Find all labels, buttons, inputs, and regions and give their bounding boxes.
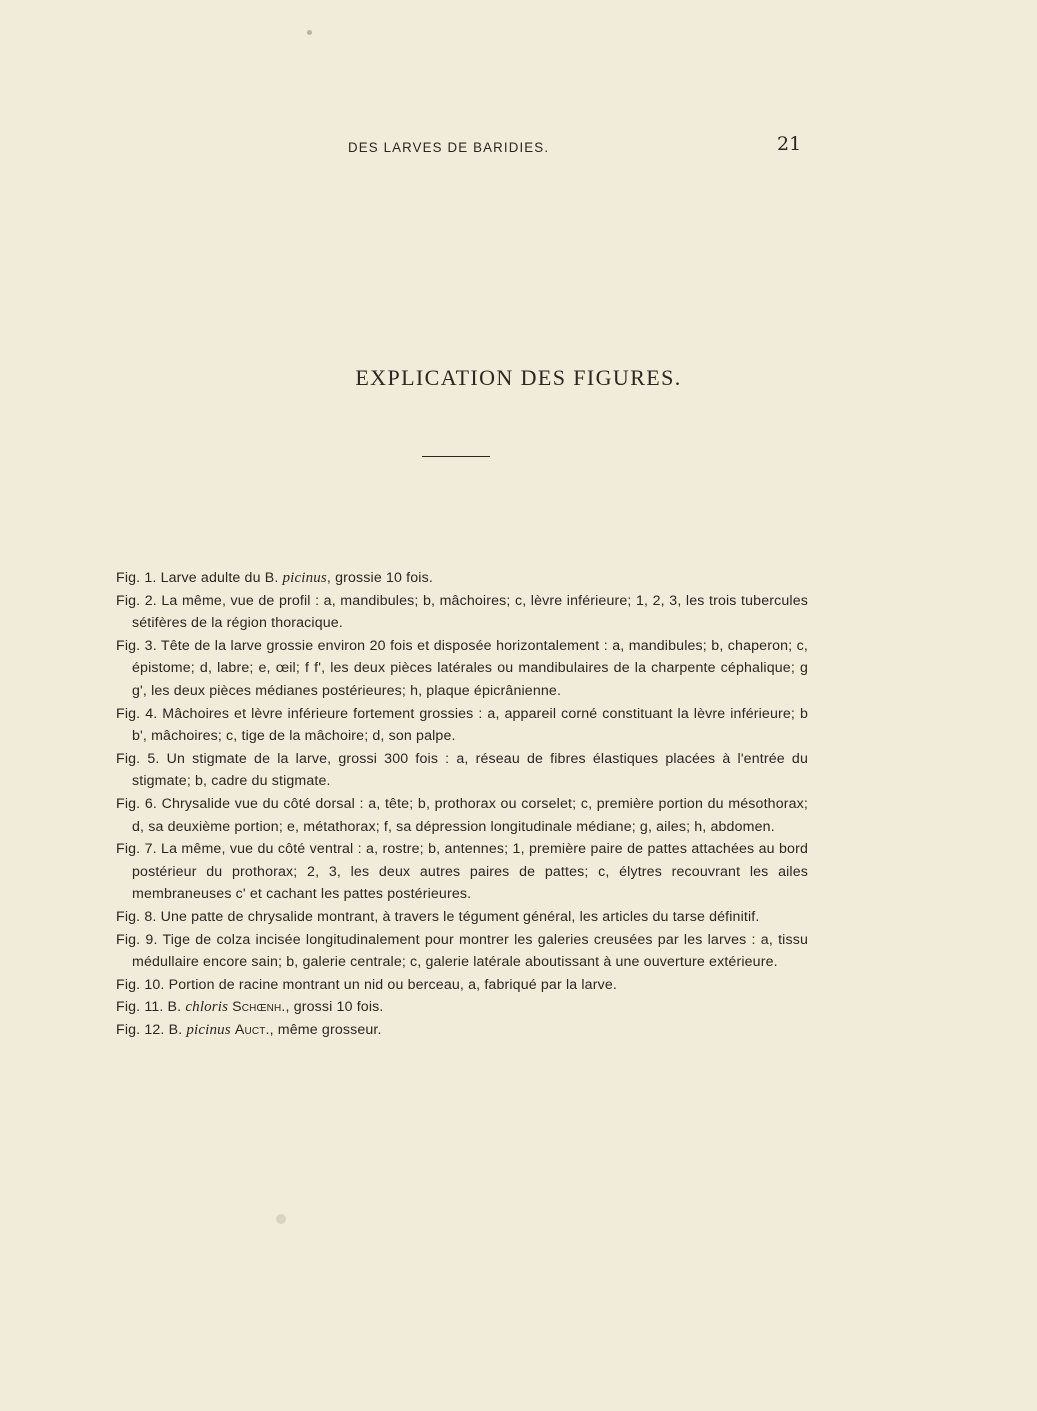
- species-name: picinus: [282, 570, 327, 586]
- figure-entry-8: Fig. 8. Une patte de chrysalide montrant, à travers le tégument général, les articles du tarse définitif.: [116, 908, 760, 925]
- figure-entry-11: Fig. 11. B. chloris Schœnh., grossi 10 fois.: [116, 999, 384, 1016]
- page-number: 21: [777, 133, 802, 155]
- figure-entry-4: Fig. 4. Mâchoires et lèvre inférieure fortement grossies : a, appareil corné constituant la lèvre inférieure; b b', mâchoires; c, tige de la mâchoire; d, son palpe.: [116, 705, 808, 745]
- running-title: DES LARVES DE BARIDIES.: [348, 139, 550, 155]
- author-name: Auct.: [234, 1021, 270, 1038]
- figure-entry-6: Fig. 6. Chrysalide vue du côté dorsal : a, tête; b, prothorax ou corselet; c, première portion du mésothorax; d, sa deuxième portion; e, métathorax; f, sa dépression longitudinale médiane; g, ailes; h, abdomen.: [116, 795, 808, 835]
- figure-entry-3: Fig. 3. Tête de la larve grossie environ 20 fois et disposée horizontalement : a, mandibules; b, chaperon; c, épistome; d, labre; e, œil; f f', les deux pièces latérales ou mandibulaires de la charpente céphalique; g g', les deux pièces médianes postérieures; h, plaque épicrânienne.: [116, 637, 808, 699]
- running-head: [0, 133, 1037, 161]
- figure-entry-1: Fig. 1. Larve adulte du B. picinus, grossie 10 fois.: [116, 570, 433, 586]
- figure-explanations: [116, 567, 808, 1041]
- figure-entry-7: Fig. 7. La même, vue du côté ventral : a, rostre; b, antennes; 1, première paire de pattes attachées au bord postérieur du prothorax; 2, 3, les deux autres paires de pattes; c, élytres recouvrant les ailes membraneuses c' et cachant les pattes postérieures.: [116, 841, 808, 903]
- author-name: Schœnh.: [232, 999, 286, 1016]
- figure-entry-5: Fig. 5. Un stigmate de la larve, grossi 300 fois : a, réseau de fibres élastiques placées à l'entrée du stigmate; b, cadre du stigmate.: [116, 750, 808, 790]
- figure-entry-10: Fig. 10. Portion de racine montrant un nid ou berceau, a, fabriqué par la larve.: [116, 976, 617, 993]
- title-rule: [422, 456, 490, 457]
- paper-speck: [307, 30, 312, 35]
- figure-entry-9: Fig. 9. Tige de colza incisée longitudinalement pour montrer les galeries creusées par les larves : a, tissu médullaire encore sain; b, galerie centrale; c, galerie latérale aboutissant à une ouverture extérieure.: [116, 931, 808, 971]
- figure-entry-12: Fig. 12. B. picinus Auct., même grosseur.: [116, 1021, 382, 1038]
- section-title: EXPLICATION DES FIGURES.: [355, 365, 682, 390]
- species-name: chloris: [185, 999, 229, 1016]
- species-name: picinus: [186, 1021, 231, 1038]
- paper-speck: [276, 1214, 286, 1224]
- figure-entry-2: Fig. 2. La même, vue de profil : a, mandibules; b, mâchoires; c, lèvre inférieure; 1, 2, 3, les trois tubercules sétifères de la région thoracique.: [116, 592, 808, 632]
